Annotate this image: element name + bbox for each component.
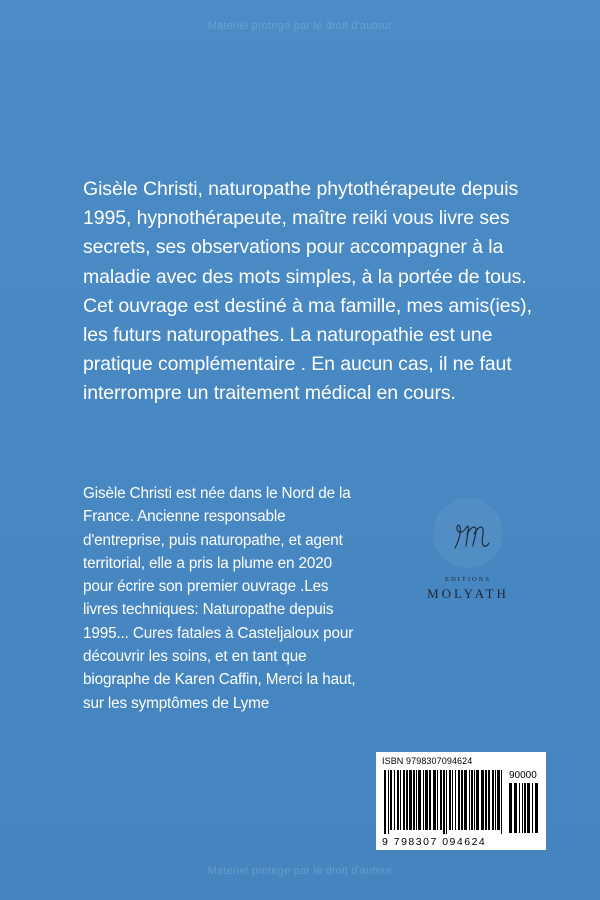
barcode-bar: [394, 770, 395, 830]
isbn-label: ISBN 9798307094624: [382, 756, 473, 766]
barcode-bar: [413, 770, 415, 830]
barcode-bar: [400, 770, 401, 830]
author-bio: Gisèle Christi est née dans le Nord de la France. Ancienne responsable d'entreprise, puis naturopathe, et agent territorial, elle a pris la plume en 2020 pour écrire son premier ouvrage .Les livres techniques: Naturopathe depuis 1995... Cures fatales à Casteljaloux pour découvrir les soins, et en tant que biographe de Karen Caffin, Merci la haut, sur les symptômes de Lyme: [83, 485, 356, 712]
price-code: 90000: [509, 770, 537, 781]
barcode-bar: [443, 770, 445, 834]
barcode-bar: [469, 770, 470, 830]
barcode-bar: [519, 783, 520, 833]
barcode-bar: [474, 770, 475, 830]
barcode-bar: [390, 770, 392, 830]
barcode-bar: [492, 770, 494, 830]
barcode-bar: [495, 770, 496, 830]
barcode-bar: [425, 770, 428, 830]
barcode-bar: [514, 783, 517, 833]
logo-editions-label: EDITIONS: [445, 576, 491, 583]
barcode-bar: [397, 770, 399, 830]
barcode-bar: [388, 770, 389, 834]
watermark-bottom: Materiel protege par le droit d'auteur: [207, 865, 393, 877]
isbn-barcode: [376, 752, 546, 850]
barcode-bar: [501, 770, 502, 834]
monogram-m-icon: [433, 500, 503, 570]
barcode-bar: [535, 783, 538, 833]
barcode-bar: [409, 770, 412, 830]
barcode-bar: [524, 783, 526, 833]
barcode-number: 9 798307 094624: [382, 836, 487, 848]
barcode-bar: [452, 770, 453, 830]
barcode-bar: [433, 770, 436, 830]
barcode-bar: [437, 770, 438, 830]
barcode-bar: [522, 783, 523, 833]
barcode-bars: [384, 770, 504, 834]
barcode-bar: [416, 770, 417, 830]
barcode-bar: [423, 770, 424, 830]
barcode-bar: [449, 770, 451, 830]
barcode-bar: [440, 770, 442, 830]
barcode-bar: [418, 770, 421, 830]
barcode-bar: [509, 783, 512, 833]
barcode-bar: [464, 770, 467, 830]
barcode-bar: [481, 770, 484, 830]
addon-barcode-bars: [509, 783, 541, 835]
barcode-bar: [403, 770, 405, 830]
logo-publisher-name: MOLYATH: [427, 586, 509, 601]
barcode-bar: [527, 783, 530, 833]
barcode-bar: [476, 770, 479, 830]
barcode-bar: [406, 770, 408, 830]
barcode-bar: [384, 770, 386, 834]
barcode-bar: [532, 783, 533, 833]
book-blurb: Gisèle Christi, naturopathe phytothérapeute depuis 1995, hypnothérapeute, maître reiki vous livre ses secrets, ses observations pour accompagner à la maladie avec des mots simples, à la portée de tous. Cet ouvrage est destiné à ma famille, mes amis(ies), les futurs naturopathes. La naturopathie est une pratique complémentaire . En aucun cas, il ne faut interrompre un traitement médical en cours.: [83, 178, 532, 405]
barcode-bar: [446, 770, 447, 834]
barcode-bar: [458, 770, 460, 830]
barcode-bar: [455, 770, 456, 830]
barcode-bar: [488, 770, 490, 830]
barcode-bar: [471, 770, 473, 830]
barcode-bar: [461, 770, 463, 830]
barcode-bar: [497, 770, 500, 830]
barcode-bar: [485, 770, 487, 830]
watermark-top: Materiel protege par le droit d'auteur: [207, 20, 393, 32]
publisher-logo: [398, 498, 538, 618]
barcode-bar: [429, 770, 431, 830]
